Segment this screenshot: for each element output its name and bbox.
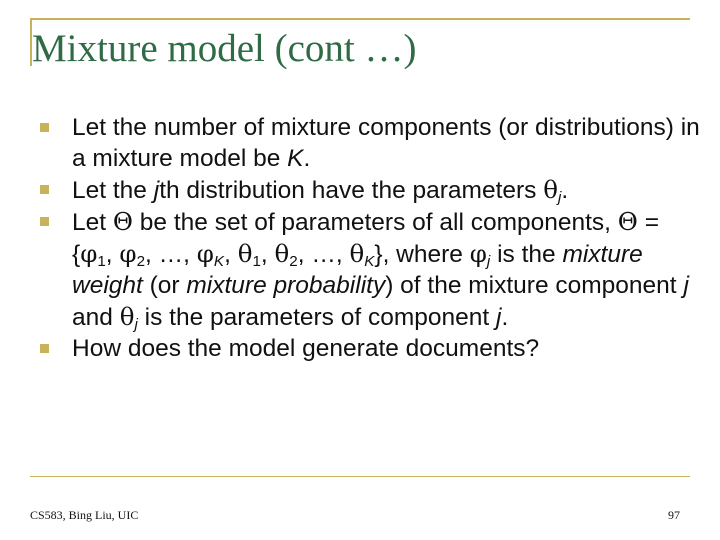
bullet-item: How does the model generate documents?	[40, 333, 700, 364]
title-accent-horizontal-line	[30, 18, 690, 20]
bullet-item: Let Θ be the set of parameters of all components, $\Theta = \{\varphi_1$, $\varphi_2$, …, $\varphi_K$, $\theta_1$, $\theta_2$, …, $\theta_K$}, where $\varphi_j$ is the mixture weight (or mixture probability) of the mixture component j and $\theta_j$ is the parameters of component j.	[40, 206, 700, 333]
square-bullet-icon	[40, 123, 49, 132]
footer-text: CS583, Bing Liu, UIC	[30, 508, 139, 522]
bullet-item: Let the jth distribution have the parameters $\theta_j$.	[40, 174, 700, 206]
square-bullet-icon	[40, 217, 49, 226]
page-number: 97	[668, 508, 680, 522]
square-bullet-icon	[40, 185, 49, 194]
slide-title: Mixture model (cont …)	[32, 27, 417, 70]
footer-divider	[30, 476, 690, 477]
square-bullet-icon	[40, 344, 49, 353]
bullet-item: Let the number of mixture components (or distributions) in a mixture model be K.	[40, 112, 700, 174]
bullet-list	[40, 112, 700, 364]
